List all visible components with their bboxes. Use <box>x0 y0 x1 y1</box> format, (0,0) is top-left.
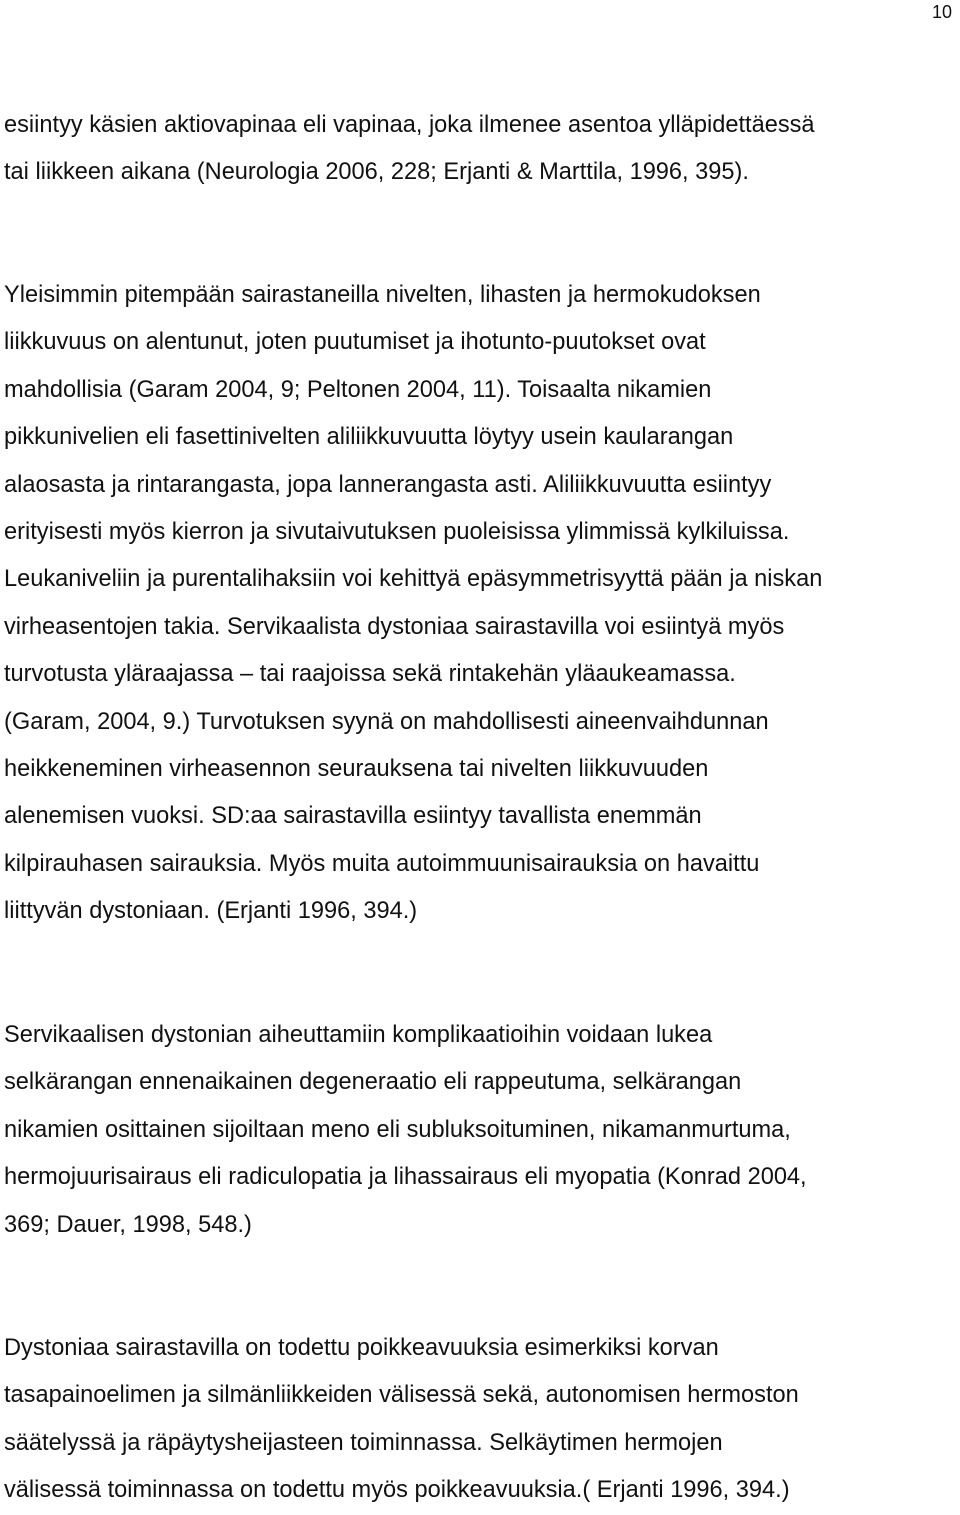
text-line: Leukaniveliin ja purentalihaksiin voi kehittyä epäsymmetrisyyttä pään ja niskan <box>4 566 823 593</box>
text-line: alaosasta ja rintarangasta, jopa lannerangasta asti. Aliliikkuvuutta esiintyy <box>4 471 772 498</box>
text-line: liikkuvuus on alentunut, joten puutumiset ja ihotunto-puutokset ovat <box>4 329 706 356</box>
paragraph-complications <box>4 1012 954 1249</box>
text-line: hermojuurisairaus eli radiculopatia ja lihassairaus eli myopatia (Konrad 2004, <box>4 1164 807 1191</box>
paragraph-tremor <box>4 102 954 197</box>
text-line: virheasentojen takia. Servikaalista dystoniaa sairastavilla voi esiintyä myös <box>4 613 785 640</box>
text-line: tasapainoelimen ja silmänliikkeiden välisessä sekä, autonomisen hermoston <box>4 1382 799 1409</box>
text-line: esiintyy käsien aktiovapinaa eli vapinaa, joka ilmenee asentoa ylläpidettäessä <box>4 112 815 138</box>
text-line: tai liikkeen aikana (Neurologia 2006, 228; Erjanti & Marttila, 1996, 395). <box>4 159 749 186</box>
text-line: heikkeneminen virheasennon seurauksena tai nivelten liikkuvuuden <box>4 756 709 783</box>
text-line: turvotusta yläraajassa – tai raajoissa sekä rintakehän yläaukeamassa. <box>4 661 736 688</box>
text-line: 369; Dauer, 1998, 548.) <box>4 1211 252 1238</box>
text-line: mahdollisia (Garam 2004, 9; Peltonen 2004, 11). Toisaalta nikamien <box>4 376 712 403</box>
text-line: alenemisen vuoksi. SD:aa sairastavilla esiintyy tavallista enemmän <box>4 803 702 830</box>
text-line: pikkunivelien eli fasettinivelten aliliikkuvuutta löytyy usein kaularangan <box>4 424 734 451</box>
text-line: (Garam, 2004, 9.) Turvotuksen syynä on mahdollisesti aineenvaihdunnan <box>4 708 769 735</box>
text-line: nikamien osittainen sijoiltaan meno eli subluksoituminen, nikamanmurtuma, <box>4 1116 791 1143</box>
text-line: Dystoniaa sairastavilla on todettu poikkeavuuksia esimerkiksi korvan <box>4 1335 719 1361</box>
text-line: selkärangan ennenaikainen degeneraatio eli rappeutuma, selkärangan <box>4 1069 742 1096</box>
text-line: Servikaalisen dystonian aiheuttamiin komplikaatioihin voidaan lukea <box>4 1022 713 1048</box>
text-line: liittyvän dystoniaan. (Erjanti 1996, 394.) <box>4 898 418 925</box>
text-line: kilpirauhasen sairauksia. Myös muita autoimmuunisairauksia on havaittu <box>4 850 760 877</box>
text-line: välisessä toiminnassa on todettu myös poikkeavuuksia.( Erjanti 1996, 394.) <box>4 1477 790 1504</box>
paragraph-abnormalities <box>4 1325 954 1515</box>
text-line: erityisesti myös kierron ja sivutaivutuksen puoleisissa ylimmissä kylkiluissa. <box>4 519 790 546</box>
text-line: Yleisimmin pitempään sairastaneilla nivelten, lihasten ja hermokudoksen <box>4 282 761 308</box>
text-line: säätelyssä ja räpäytysheijasteen toiminnassa. Selkäytimen hermojen <box>4 1429 723 1456</box>
paragraph-mobility <box>4 272 954 936</box>
page-number: 10 <box>931 2 952 22</box>
